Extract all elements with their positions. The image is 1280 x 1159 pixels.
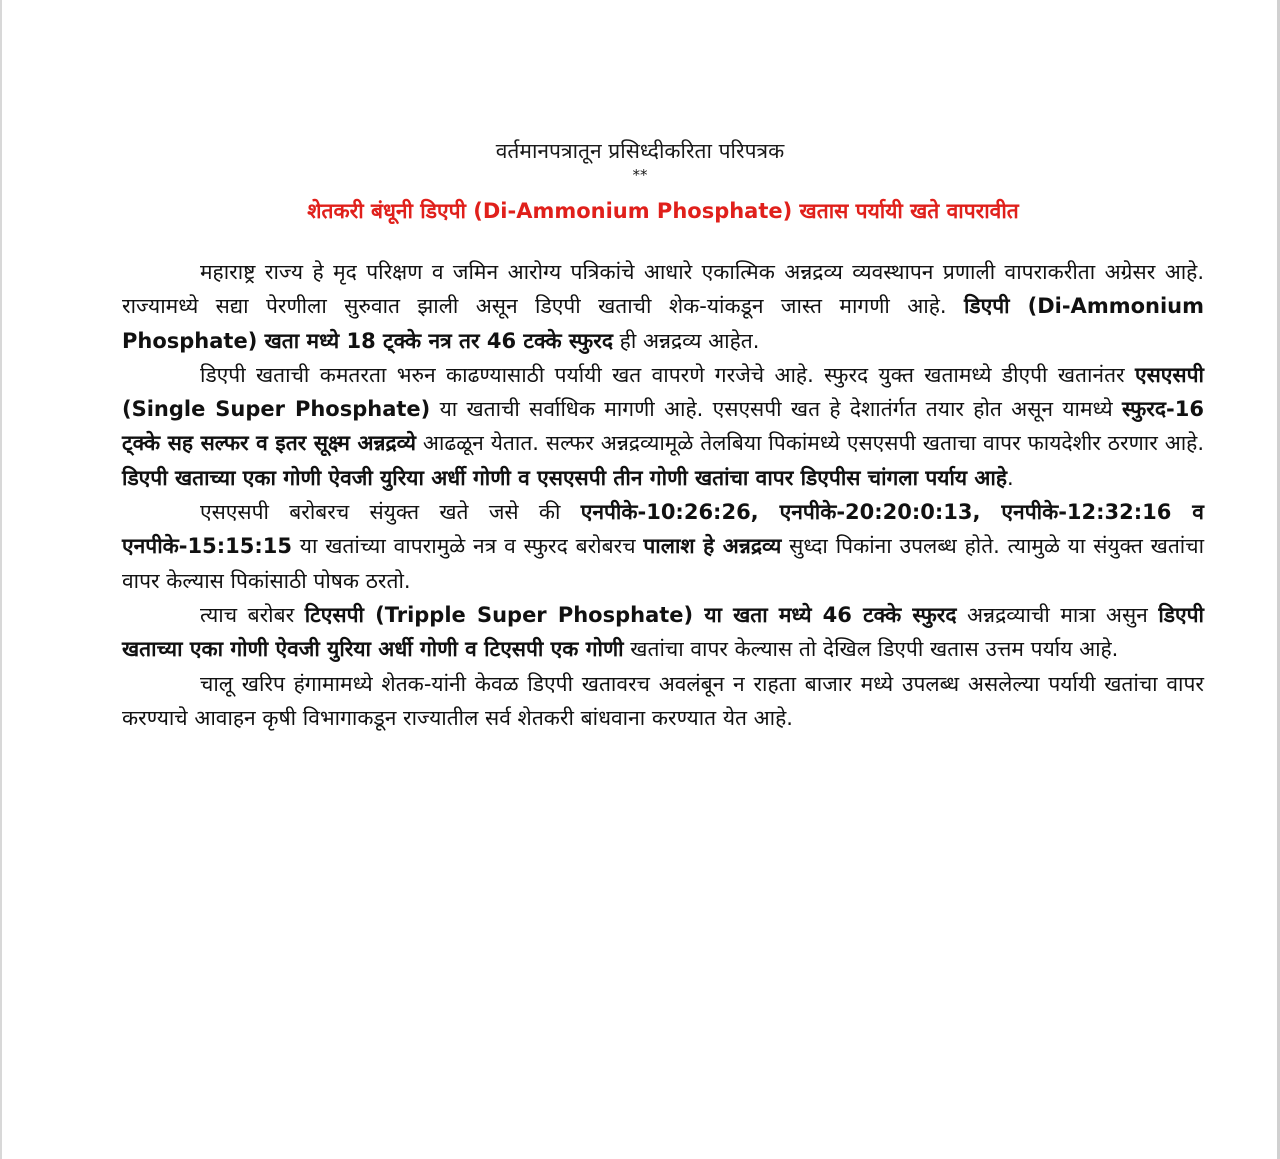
paragraph-text: आढळून येतात. सल्फर अन्नद्रव्यामूळे तेलबिया पिकांमध्ये एसएसपी खताचा वापर फायदेशीर ठरणार आहे. [416,431,1204,456]
paragraph-emphasis: डिएपी खताच्या एका गोणी ऐवजी युरिया अर्धी गोणी व टिएसपी एक गोणी [122,602,1204,662]
paragraph-appeal [122,667,1204,736]
paragraph-emphasis: एनपीके-10:26:26, एनपीके-20:20:0:13, एनपीके-12:32:16 व एनपीके-15:15:15 [122,500,1204,559]
press-release-title: शेतकरी बंधूनी डिएपी (Di-Ammonium Phosphate) खतास पर्यायी खते वापरावीत [307,199,1019,223]
paragraph-text: ही अन्नद्रव्य आहेत. [613,328,760,353]
paragraph-emphasis: टिएसपी (Tripple Super Phosphate) या खता मध्ये 46 टक्के स्फुरद [304,602,957,627]
paragraph-text: अन्नद्रव्याची मात्रा असुन [956,602,1159,627]
paragraph-text: . [1007,465,1014,490]
paragraph-tsp-alternative [122,598,1204,667]
paragraph-text: या खतांच्या वापरामुळे नत्र व स्फुरद बरोबरच [291,534,644,559]
paragraph-dap-demand [122,255,1204,358]
paragraph-ssp-alternative [122,358,1204,495]
paragraph-text: डिएपी खताची कमतरता भरुन काढण्यासाठी पर्यायी खत वापरणे गरजेचे आहे. स्फुरद युक्त खतामध्ये डीएपी खतानंतर [200,362,1135,387]
paragraph-emphasis: पालाश हे अन्नद्रव्य [643,534,782,559]
document-body [122,255,1204,735]
paragraph-text: सुध्दा पिकांना उपलब्ध होते. त्यामुळे या संयुक्त खतांचा वापर केल्यास पिकांसाठी पोषक ठरतो. [122,534,1205,593]
paragraph-text: महाराष्ट्र राज्य हे मृद परिक्षण व जमिन आरोग्य पत्रिकांचे आधारे एकात्मिक अन्नद्रव्य व्यवस्थापन प्रणाली वापराकरीता अग्रेसर आहे. राज्यामध्ये सद्या पेरणीला सुरुवात झाली असून डिएपी खताची शेक-यांकडून जास्त मागणी आहे. [122,260,1204,319]
paragraph-emphasis: एसएसपी (Single Super Phosphate) [122,362,1204,422]
paragraph-text: या खताची सर्वाधिक मागणी आहे. एसएसपी खत हे देशातंर्गत तयार होत असून यामध्ये [430,397,1122,422]
paragraph-emphasis: स्फुरद-16 ट्क्के सह सल्फर व इतर सूक्ष्म अन्नद्रव्ये [122,397,1204,456]
paragraph-emphasis: डिएपी खताच्या एका गोणी ऐवजी युरिया अर्धी गोणी व एसएसपी तीन गोणी खतांचा वापर डिएपीस चांगला पर्याय आहे [122,465,1008,490]
paragraph-text: चालू खरिप हंगामामध्ये शेतक-यांनी केवळ डिएपी खतावरच अवलंबून न राहता बाजार मध्ये उपलब्ध असलेल्या पर्यायी खतांचा वापर करण्याचे आवाहन कृषी विभागाकडून राज्यातील सर्व शेतकरी बांधवाना करण्यात येत आहे. [122,671,1204,730]
heading-separator: ** [632,166,648,184]
paragraph-text: एसएसपी बरोबरच संयुक्त खते जसे की [200,500,581,525]
paragraph-text: खतांचा वापर केल्यास तो देखिल डिएपी खतास उत्तम पर्याय आहे. [623,637,1119,662]
paragraph-emphasis: डिएपी (Di-Ammonium Phosphate) खता मध्ये 18 ट्क्के नत्र तर 46 टक्के स्फुरद [122,294,1204,353]
paragraph-npk-complex [122,495,1204,598]
paragraph-text: त्याच बरोबर [200,602,305,627]
circular-heading: वर्तमानपत्रातून प्रसिध्दीकरिता परिपत्रक [495,139,785,163]
